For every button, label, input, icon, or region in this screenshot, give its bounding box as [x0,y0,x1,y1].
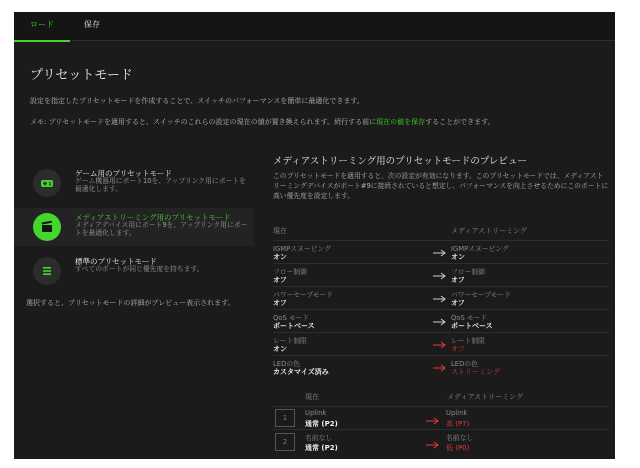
current-value: オフ [273,299,287,307]
warning-suffix: することができます。 [425,118,495,126]
new-label: パワーセーブモード [451,291,511,299]
port-name-current: Uplink [305,409,327,417]
save-current-values-link[interactable]: 現在の値を保存 [376,118,426,126]
current-value: オフ [273,276,287,284]
preset-description: ゲーム機器用にポート10を、アップリンク用にポートを最適化します。 [75,177,246,193]
current-label: IGMPスヌーピング [273,245,331,253]
current-label: フロー制御 [273,268,307,276]
new-column-header: メディアストリーミング [451,227,528,235]
port-name-new: 名前なし [446,434,474,442]
preview-description: このプリセットモードを適用すると、次の設定が有効になります。このプリセットモードでは、メディアストリーミングデバイスがポート#9に接続されていると想定し、パフォーマンスを向上させるためにこのポートに高い優先度を設定します。 [273,172,609,200]
tab-bar [14,12,615,41]
setting-row-igmp [273,240,609,264]
arrow-right-icon [433,294,447,304]
port-number: 2 [275,433,295,451]
port-row-2 [273,429,609,454]
preset-description: すべてのポートが同じ優先度を持ちます。 [75,265,204,273]
setting-row-rate-limit [273,332,609,356]
warning-prefix: メモ: プリセットモードを適用すると、スイッチのこれらの設定の現在の値が置き換えられます。続行する前に [30,118,377,126]
port-row-1 [273,406,609,429]
setting-row-led-color [273,355,609,379]
setting-row-power-save [273,286,609,310]
current-label: QoS モード [273,314,310,322]
warning-note [30,117,495,127]
port-number: 1 [275,409,295,427]
current-value: オン [273,345,287,353]
current-value: オン [273,253,287,261]
preset-name: メディアストリーミング用のプリセットモード [75,213,231,222]
port-priority-current: 通常 (P2) [305,420,338,428]
new-label: LEDの色 [451,360,478,368]
current-value: カスタマイズ済み [273,368,329,376]
port-name-new: Uplink [446,409,468,417]
port-priority-new: 低 (P0) [446,444,470,452]
new-value: オフ [451,299,465,307]
tab-save[interactable]: 保存 [84,20,100,29]
port-priority-new: 高 (P7) [446,420,470,428]
preset-mode-panel [14,12,615,459]
arrow-right-icon [433,363,447,373]
current-value: ポートベース [273,322,315,330]
new-value: オン [451,253,465,261]
preset-name: 標準のプリセットモード [75,257,157,266]
page-title: プリセットモード [30,68,133,83]
gamepad-icon [33,169,61,197]
new-value: オフ [451,345,465,353]
clapperboard-icon [33,213,61,241]
new-value: ポートベース [451,322,493,330]
tab-load[interactable]: ロード [14,12,70,42]
arrow-right-icon [433,271,447,281]
list-icon [33,257,61,285]
preset-standard[interactable] [14,252,254,290]
port-priority-current: 通常 (P2) [305,444,338,452]
arrow-right-icon [433,340,447,350]
new-label: フロー制御 [451,268,485,276]
port-new-header: メディアストリーミング [447,393,524,401]
selection-hint: 選択すると、プリセットモードの詳細がプレビュー表示されます。 [26,299,235,307]
arrow-right-icon [426,416,440,426]
new-value: オフ [451,276,465,284]
new-label: IGMPスヌーピング [451,245,509,253]
page-description: 設定を指定したプリセットモードを作成することで、スイッチのパフォーマンスを簡単に最適化できます。 [30,97,364,105]
preset-media-streaming[interactable] [14,208,254,246]
new-value: ストリーミング [451,368,500,376]
setting-row-qos [273,309,609,333]
preset-description: メディアデバイス用にポート9を、アップリンク用にポートを最適化します。 [75,221,248,237]
preset-name: ゲーム用のプリセットモード [75,169,172,178]
arrow-right-icon [426,440,440,450]
preset-gaming[interactable] [14,164,254,202]
port-name-current: 名前なし [305,434,333,442]
new-label: QoS モード [451,314,488,322]
setting-row-flow-control [273,263,609,287]
new-label: レート制限 [451,337,485,345]
current-label: レート制限 [273,337,307,345]
current-label: LEDの色 [273,360,300,368]
current-column-header: 現在 [273,227,287,235]
arrow-right-icon [433,248,447,258]
preview-title: メディアストリーミング用のプリセットモードのプレビュー [273,156,527,167]
port-current-header: 現在 [305,393,319,401]
current-label: パワーセーブモード [273,291,333,299]
arrow-right-icon [433,317,447,327]
